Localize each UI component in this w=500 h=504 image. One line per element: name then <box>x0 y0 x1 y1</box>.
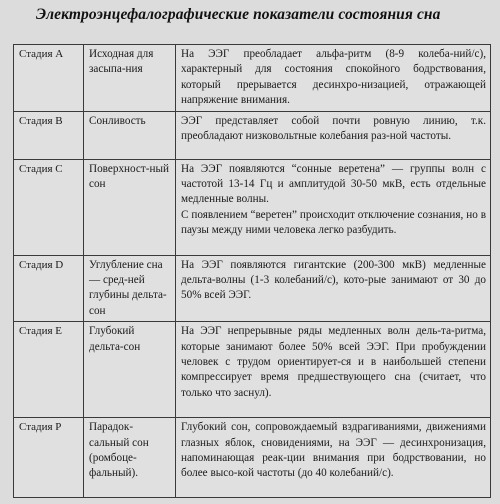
table-row <box>14 45 491 112</box>
stage-description-cell <box>176 322 491 418</box>
table-row <box>14 322 491 418</box>
stage-name-cell: Сонливость <box>84 111 176 159</box>
page-title: Электроэнцефалографические показатели состояния сна <box>36 6 441 23</box>
stage-cell: Стадия С <box>14 159 84 255</box>
stage-cell: Стадия Р <box>14 418 84 498</box>
sleep-stages-table <box>13 44 491 498</box>
stage-name-cell: Исходная для засыпа-ния <box>84 45 176 112</box>
table-row <box>14 159 491 255</box>
stage-description-cell <box>176 159 491 255</box>
description-paragraph: ЭЭГ представляет собой почти ровную линию, т.к. преобладают низковольтные колебания раз-ной частоты. <box>181 114 486 143</box>
description-paragraph: Глубокий сон, сопровождаемый вздрагиваниями, движениями глазных яблок, сновидениями, на ЭЭГ — десинхронизация, напоминающая реак-ции внимания при бодрствовании, но более высо-кой частоты (до 40 колебаний/с). <box>181 421 486 480</box>
description-paragraph: С появлением “веретен” происходит отключение сознания, но в паузы между ними человека легко разбудить. <box>181 208 486 237</box>
description-paragraph: На ЭЭГ преобладает альфа-ритм (8-9 колеба-ний/с), характерный для состояния спокойного бодрствования, который прерывается десинхро-низацией, отражающей напряжение внимания. <box>181 48 486 107</box>
table-row <box>14 111 491 159</box>
stage-cell: Стадия D <box>14 255 84 322</box>
stage-name-cell: Поверхност-ный сон <box>84 159 176 255</box>
stage-cell: Стадия Е <box>14 322 84 418</box>
table-row <box>14 255 491 322</box>
stage-description-cell <box>176 45 491 112</box>
stage-description-cell <box>176 418 491 498</box>
stage-name-cell: Глубокий дельта-сон <box>84 322 176 418</box>
description-paragraph: На ЭЭГ появляются гигантские (200-300 мкВ) медленные дельта-волны (1-3 колебаний/с), кото-рые занимают от 30 до 50% всей ЭЭГ. <box>181 258 486 302</box>
stage-description-cell <box>176 111 491 159</box>
stage-cell: Стадия А <box>14 45 84 112</box>
stage-cell: Стадия В <box>14 111 84 159</box>
description-paragraph: На ЭЭГ непрерывные ряды медленных волн дель-та-ритма, которые занимают более 50% всей ЭЭГ. При пробуждении человек с трудом ориентирует-ся и в наибольшей степени компрессирует время предшествующего сна (считает, что только что заснул). <box>181 325 486 399</box>
stage-name-cell: Парадок-сальный сон (ромбоце-фальный). <box>84 418 176 498</box>
stage-name-cell: Углубление сна — сред-ней глубины дельта-сон <box>84 255 176 322</box>
stage-description-cell <box>176 255 491 322</box>
description-paragraph: На ЭЭГ появляются “сонные веретена” — группы волн с частотой 13-14 Гц и амплитудой 30-50 мкВ, есть отдельные медленные волны. <box>181 162 486 206</box>
table-row <box>14 418 491 498</box>
